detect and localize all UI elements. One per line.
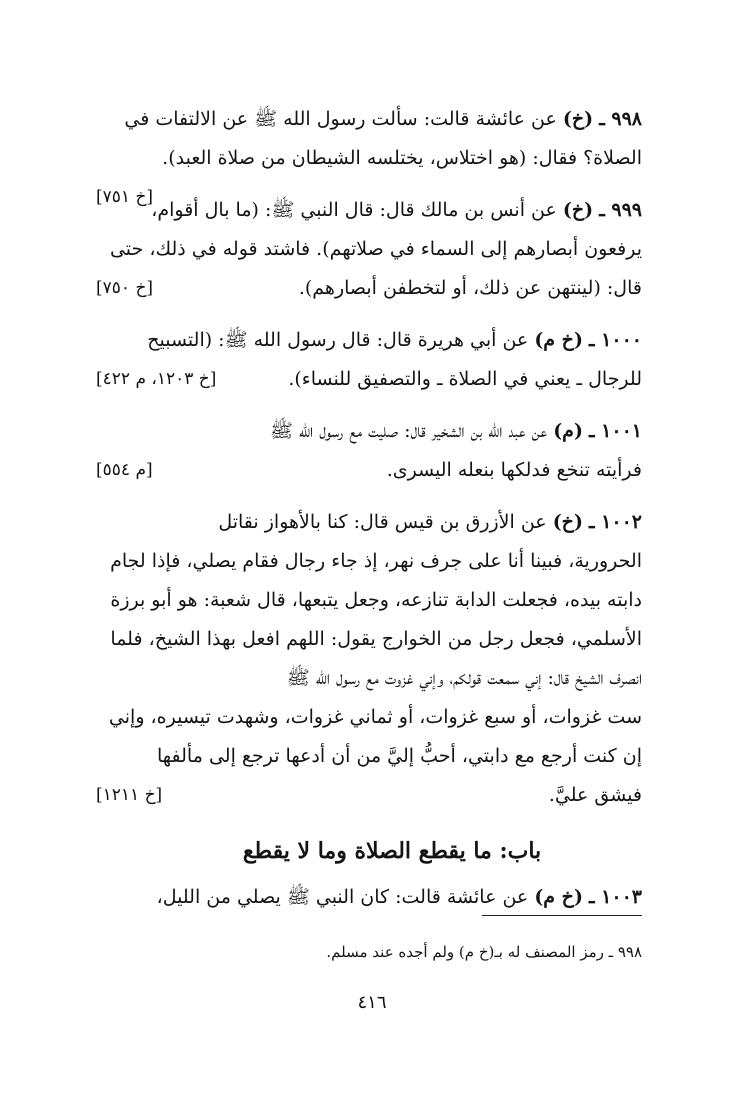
text-line <box>96 269 642 308</box>
text-line <box>102 503 642 542</box>
text-line <box>96 776 642 815</box>
text-line <box>102 321 642 360</box>
text-line <box>102 191 642 230</box>
hadith-reference: [خ ١٢٠٣، م ٤٢٢] <box>96 369 217 389</box>
text-line: إن كنت أرجع مع دابتي، أحبُّ إليَّ من أن أدعها ترجع إلى مألفها <box>156 745 642 767</box>
hadith-number: ١٠٠١ ـ <box>588 420 642 442</box>
hadith-source: (م) <box>553 420 583 442</box>
text-line: الصلاة؟ فقال: (هو اختلاس، يختلسه الشيطان من صلاة العبد). <box>162 147 642 169</box>
hadith-number: ١٠٠٢ ـ <box>588 511 642 533</box>
footnote-divider <box>482 915 642 916</box>
hadith-text: عن عائشة قالت: سألت رسول الله ﷺ عن الالتفات في <box>124 108 557 130</box>
page-number: ٤١٦ <box>357 992 387 1013</box>
hadith-text: عن عائشة قالت: كان النبي ﷺ يصلي من الليل، <box>156 886 529 908</box>
hadith-text: عن أبي هريرة قال: قال رسول الله ﷺ: (التسبيح <box>147 329 529 351</box>
hadith-text: قال: (لينتهن عن ذلك، أو لتخطفن أبصارهم). <box>298 277 642 299</box>
hadith-entry <box>96 503 642 815</box>
hadith-entry <box>96 321 642 399</box>
hadith-reference: [م ٥٥٤] <box>96 460 153 480</box>
hadith-number: ١٠٠٣ ـ <box>588 886 642 908</box>
footnote: ٩٩٨ ـ رمز المصنف له بـ(خ م) ولم أجده عند مسلم. <box>326 943 642 961</box>
hadith-source: (خ م) <box>534 329 583 351</box>
hadith-entry <box>96 100 642 207</box>
text-line: يرفعون أبصارهم إلى السماء في صلاتهم). فاشتد قوله في ذلك، حتى <box>109 238 642 260</box>
hadith-text: عن أنس بن مالك قال: قال النبي ﷺ: (ما بال أقوام، <box>151 199 557 221</box>
hadith-text: فرأيته تنخع فدلكها بنعله اليسرى. <box>386 459 642 481</box>
text-line: الحرورية، فبينا أنا على جرف نهر، إذ جاء رجال فقام يصلي، فإذا لجام <box>110 550 642 572</box>
hadith-number: ٩٩٩ ـ <box>599 199 642 221</box>
chapter-heading: باب: ما يقطع الصلاة وما لا يقطع <box>242 838 542 864</box>
hadith-source: (خ) <box>562 108 594 130</box>
text-line <box>96 451 642 490</box>
text-line <box>96 360 642 399</box>
hadith-reference: [خ ١٢١١] <box>96 785 163 805</box>
hadith-source: (خ م) <box>534 886 583 908</box>
hadith-reference: [خ ٧٥٠] <box>96 278 154 298</box>
text-line: الأسلمي، فجعل رجل من الخوارج يقول: اللهم افعل بهذا الشيخ، فلما <box>110 628 642 650</box>
hadith-number: ١٠٠٠ ـ <box>588 329 642 351</box>
hadith-entry <box>102 878 642 917</box>
hadith-number: ٩٩٨ ـ <box>599 108 642 130</box>
hadith-source: (خ) <box>562 199 594 221</box>
text-line: دابته بيده، فجعلت الدابة تنازعه، وجعل يتبعها، قال شعبة: هو أبو برزة <box>110 589 642 611</box>
hadith-entry <box>96 412 642 490</box>
text-line <box>102 100 642 139</box>
hadith-source: (خ) <box>552 511 583 533</box>
text-line <box>102 412 642 451</box>
text-line: ست غزوات، أو سبع غزوات، أو ثماني غزوات، وشهدت تيسيره، وإني <box>108 706 642 728</box>
hadith-text: عن عبد الله بن الشخير قال: صليت مع رسول الله ﷺ <box>270 420 548 442</box>
hadith-reference: [خ ٧٥١] <box>96 187 154 207</box>
hadith-entry <box>96 191 642 308</box>
text-line: انصرف الشيخ قال: إني سمعت قولكم، وإني غزوت مع رسول الله ﷺ <box>286 667 642 689</box>
hadith-text: للرجال ـ يعني في الصلاة ـ والتصفيق للنساء). <box>288 368 642 390</box>
text-line <box>102 878 642 917</box>
hadith-text: عن الأزرق بن قيس قال: كنا بالأهواز نقاتل <box>218 511 547 533</box>
main-text <box>96 100 642 930</box>
hadith-text: فيشق عليَّ. <box>548 784 642 806</box>
